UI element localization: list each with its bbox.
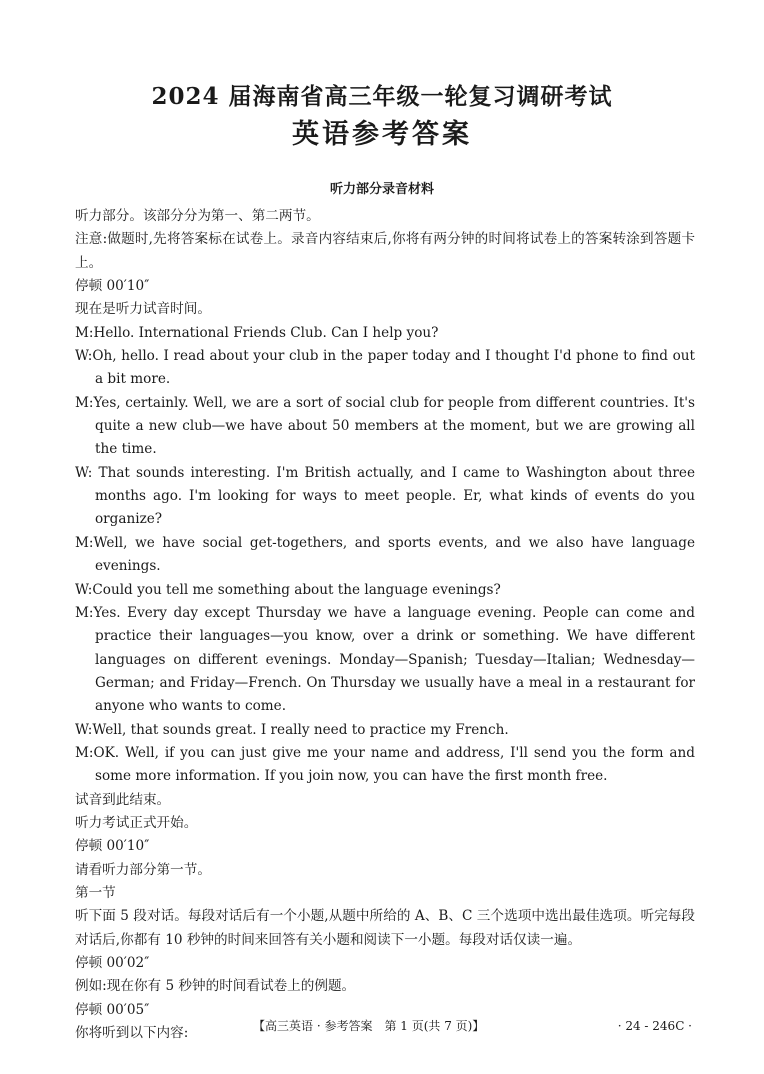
dialogue-line-woman: W:Oh, hello. I read about your club in the paper today and I thought I'd phone to find out a bit more. (75, 348, 695, 388)
paragraph: 停顿 00′02″ (75, 955, 150, 971)
dialogue-line-man: M:Yes, certainly. Well, we are a sort of social club for people from different countries. It's quite a new club—we have about 50 members at the moment, but we are growing all the time. (75, 394, 695, 458)
dialogue-line-woman: W:Well, that sounds great. I really need to practice my French. (75, 721, 509, 738)
dialogue-line-man: M:OK. Well, if you can just give me your name and address, I'll send you the form and some more information. If you join now, you can have the first month free. (75, 744, 695, 785)
document-code: · 24 - 246C · (617, 1019, 692, 1033)
paragraph: 请看听力部分第一节。 (75, 861, 211, 878)
dialogue-line-man: M:Hello. International Friends Club. Can I help you? (75, 324, 439, 341)
paragraph: 停顿 00′05″ (75, 1001, 150, 1018)
paragraph: 你将听到以下内容: (75, 1025, 189, 1042)
paragraph: 停顿 00′10″ (75, 278, 150, 295)
paragraph: 听力考试正式开始。 (75, 814, 198, 831)
dialogue-line-man: M:Well, we have social get-togethers, and sports events, and we also have language evenings. (75, 534, 695, 575)
section-title: 听力部分录音材料 (329, 182, 434, 197)
paragraph: 停顿 00′10″ (75, 838, 150, 855)
dialogue-line-man: M:Yes. Every day except Thursday we have a language evening. People can come and practice their languages—you know, over a drink or something. We have different languages on different evenings. Monday—Spanish; Tuesday—Italian; Wednesday—German; and Friday—French. On Thursday we usually have a meal in a restaurant for anyone who wants to come. (75, 604, 695, 715)
section-heading: 第一节 (75, 884, 116, 901)
page-info: 【高三英语 · 参考答案 第 1 页(共 7 页)】 (253, 1019, 485, 1033)
paragraph: 试音到此结束。 (75, 791, 171, 808)
paragraph: 听力部分。该部分分为第一、第二两节。 (75, 208, 320, 224)
exam-title: 2024 届海南省高三年级一轮复习调研考试 (151, 83, 613, 110)
transcript-body (75, 205, 695, 1045)
page-footer (0, 1016, 764, 1036)
instructions: 听下面 5 段对话。每段对话后有一个小题,从题中所给的 A、B、C 三个选项中选出最佳选项。听完每段对话后,你都有 10 秒钟的时间来回答有关小题和阅读下一小题。每段对话仅读一遍。 (75, 908, 695, 948)
answer-key-title: 英语参考答案 (292, 119, 472, 150)
dialogue-line-woman: W:Could you tell me something about the language evenings? (75, 581, 501, 598)
paragraph: 现在是听力试音时间。 (75, 301, 211, 318)
paragraph: 注意:做题时,先将答案标在试卷上。录音内容结束后,你将有两分钟的时间将试卷上的答案转涂到答题卡上。 (75, 231, 695, 271)
paragraph: 例如:现在你有 5 秒钟的时间看试卷上的例题。 (75, 978, 356, 995)
dialogue-line-woman: W: That sounds interesting. I'm British actually, and I came to Washington about three months ago. I'm looking for ways to meet people. Er, what kinds of events do you organize? (75, 464, 695, 528)
